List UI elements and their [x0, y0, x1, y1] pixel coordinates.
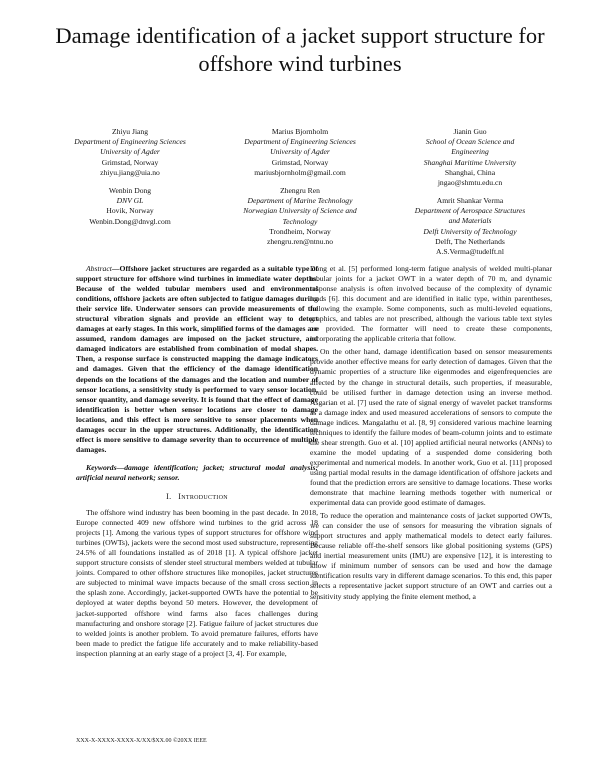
author-email[interactable]: Wenbin.Dong@dnvgl.com [89, 216, 171, 226]
author-block-3 [375, 127, 565, 188]
author-email[interactable]: zhiyu.jiang@uia.no [100, 167, 160, 177]
copyright-footer: XXX-X-XXXX-XXXX-X/XX/$XX.00 ©20XX IEEE [76, 738, 207, 744]
author-block-6 [375, 196, 565, 257]
author-affiliation: University of Agder [270, 147, 330, 157]
author-name: Marius Bjornholm [271, 127, 329, 136]
author-name: Amrit Shankar Verma [436, 196, 504, 205]
abstract [76, 264, 318, 455]
section-number: I. [166, 491, 172, 501]
author-affiliation: University of Agder [100, 147, 160, 157]
author-name: Zhengru Ren [280, 186, 320, 195]
author-affiliation: Shanghai Maritime University [423, 157, 517, 167]
author-email[interactable]: jngao@shmtu.edu.cn [437, 178, 503, 188]
author-location: Trondheim, Norway [269, 226, 331, 236]
author-location: Delft, The Netherlands [435, 236, 505, 246]
author-email[interactable]: A.S.Verma@tudelft.nl [436, 247, 504, 257]
author-name: Zhiyu Jiang [111, 127, 149, 136]
author-affiliation: Norwegian University of Science and [243, 206, 357, 216]
author-block-1 [35, 127, 225, 178]
author-name: Jianin Guo [453, 127, 487, 136]
intro-paragraph: The offshore wind industry has been booming in the past decade. In 2018, Europe connected 409 new offshore wind turbines to the grid across 18 projects [1]. Among the various types of support structures for offshore wind turbines (OWTs), jackets were the second most used substructure, representing 24.5% of all foundations installed as of 2018 [1]. A typical offshore jacket support structure consists of slender steel structural members welded at tubular joints. Compared to other offshore structures like monopiles, jacket structures are subjected to minimal wave impacts because of the small cross section in the splash zone. Accordingly, jacket-supported OWTs have the potential to be deployed at water depths beyond 50 meters. However, the development of jacket-supported offshore wind farms also faces challenges during manufacturing and onshore storage [2]. Fatigue failure of jacket structures due to welded joints is another problem. To avoid premature failures, efforts have been made to predict the fatigue life accurately and to make reliability-based inspection planning at an early stage of a project [3, 4]. For example, [76, 508, 318, 658]
body-paragraph: Dong et al. [5] performed long-term fatigue analysis of welded multi-planar tubular joints for a jacket OWT in a water depth of 70 m, and dynamic response analysis is often involved because of the complexity of dynamic loads [6]. this document and are identified in italic type, within parentheses, following the example. Some components, such as multi-leveled equations, graphics, and tables are not prescribed, although the various table text styles are provided. The formatter will need to create these components, incorporating the applicable criteria that follow. [310, 264, 552, 344]
author-email[interactable]: zhengru.ren@ntnu.no [266, 237, 334, 247]
author-block-4 [35, 186, 225, 227]
author-location: Grimstad, Norway [101, 157, 159, 167]
author-affiliation: Technology [282, 216, 318, 226]
author-affiliation: Department of Engineering Sciences [244, 137, 356, 147]
author-affiliation: and Materials [448, 216, 492, 226]
author-affiliation: Department of Aerospace Structures [414, 206, 526, 216]
author-affiliation: School of Ocean Science and [425, 137, 515, 147]
author-location: Hovik, Norway [106, 206, 154, 216]
body-paragraph: To reduce the operation and maintenance costs of jacket supported OWTs, we can consider the use of sensors for measuring the vibration signals of support structures and apply mathematical models to detect early failures. Because reliable off-the-shelf sensors like global positioning systems (GPS) and inertial measurement units (IMU) are expensive [12], it is interesting to know if minimum number of sensors can be used and how the damage identification results vary in different damage scenarios. To this end, this paper selects a representative jacket support structure of an OWT and carries out a sensitivity study applying the finite element method, a [310, 511, 552, 601]
author-location: Shanghai, China [444, 167, 496, 177]
paper-title: Damage identification of a jacket support structure for offshore wind turbines [55, 23, 545, 76]
section-heading [76, 492, 318, 502]
keywords-lead: Keywords [86, 462, 117, 472]
author-email[interactable]: mariusbjornholm@gmail.com [254, 167, 346, 177]
author-block-5 [205, 186, 395, 247]
author-affiliation: Department of Marine Technology [247, 196, 353, 206]
left-column [76, 264, 318, 659]
right-column [310, 264, 552, 602]
author-affiliation: DNV GL [116, 196, 144, 206]
author-affiliation: Delft University of Technology [423, 226, 517, 236]
author-name: Wenbin Dong [108, 186, 152, 195]
author-affiliation: Engineering [451, 147, 489, 157]
section-title: Introduction [178, 491, 228, 501]
abstract-text: —Offshore jacket structures are regarded as a suitable type of support structure for offshore wind turbines in immediate water depths. Because of the welded tubular members used and environmental conditions, offshore jackets are often subjected to fatigue damages during their service life. Underwater sensors can provide measurements of the structural vibration signals and provide an efficient way to detect damages at early stages. In this work, simplified forms of the damages are assumed, random damages are imposed on the jacket structure, and damaged indicators are established from combination of modal shapes. Then, a response surface is constructed mapping the damage indicators and damages. Given that the efficiency of the damage identification depends on the locations of the damages and the location and number of sensor locations, a sensitivity study is performed to vary sensor location, sensor quantity, and damage severity. It is found that the effect of damage identification is better when sensor locations are closer to damage locations, and this effect is more sensitive to sensor placements when damages occur in the upper structures. Additionally, the identification effect is more sensitive to damage severity than to occurrence of multiple damages. [76, 264, 318, 454]
abstract-lead: Abstract [86, 264, 112, 273]
author-location: Grimstad, Norway [271, 157, 329, 167]
author-block-2 [205, 127, 395, 178]
author-affiliation: Department of Engineering Sciences [74, 137, 186, 147]
body-paragraph: On the other hand, damage identification based on sensor measurements provide another effective means for early detection of damages. Given that the dynamic properties of a structure like eigenmodes and eigenfrequencies are affected by the change in structural details, such properties, if measurable, could be utilised further in damage detection using an inverse method. Asgarian et al. [7] used the rate of signal energy of wavelet packet transforms as a damage index and used measured accelerations of sensors to compute the damage indices. Mangalathu et al. [8, 9] considered various machine learning techniques to identify the failure modes of beam-column joints and to estimate the shear strength. Guo et al. [10] applied artificial neural networks (ANNs) to examine the model updating of a suspended dome considering both experimental and numerical models. In another work, Guo et al. [11] proposed using partial modal results in the damage identification of offshore jackets and found that the prediction errors are sensitive to damage locations. These works demonstrate that machine learning methods together with numerical or experimental data can provide good estimate of damages. [310, 347, 552, 508]
keywords-text: —damage identification; jacket; structural modal analysis; artificial neural network; sensor. [76, 462, 318, 482]
keywords [76, 463, 318, 483]
